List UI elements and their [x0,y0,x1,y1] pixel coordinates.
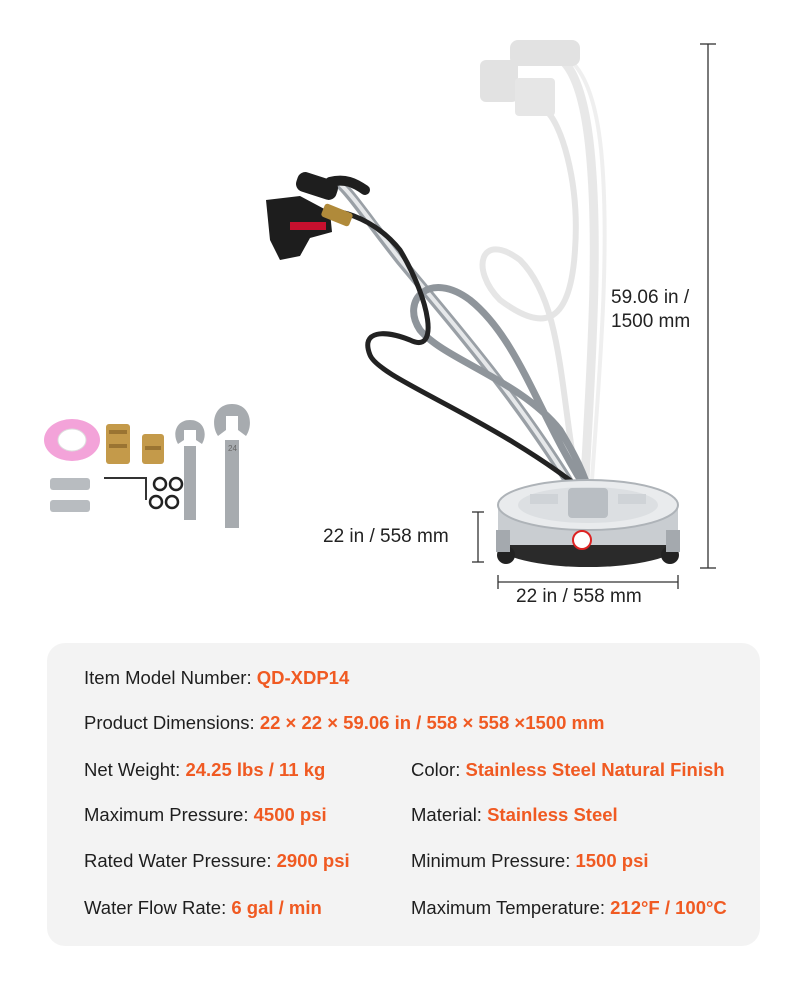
wrench-large-icon [214,404,250,528]
allen-key-icon [104,478,146,500]
cleaner-base-image [496,480,680,567]
wrench-icon [175,420,204,520]
depth-dimension-line [472,512,484,562]
spec-min-pressure: Minimum Pressure: 1500 psi [411,850,649,871]
main-wand-image [266,170,595,500]
depth-dimension-label: 22 in / 558 mm [323,526,449,547]
height-dimension-line [700,44,716,568]
width-dimension-label: 22 in / 558 mm [516,586,642,607]
wrench-mark: 24 [228,444,237,453]
spec-material: Material: Stainless Steel [411,804,618,825]
spec-weight: Net Weight: 24.25 lbs / 11 kg [84,759,326,780]
quick-connector-icon [50,478,90,490]
spec-flow-rate: Water Flow Rate: 6 gal / min [84,897,322,918]
accessory-kit-image [44,404,250,528]
o-ring-icon [154,478,166,490]
spec-color: Color: Stainless Steel Natural Finish [411,759,725,780]
spec-rated-pressure: Rated Water Pressure: 2900 psi [84,850,350,871]
spec-max-pressure: Maximum Pressure: 4500 psi [84,804,327,825]
spec-max-temperature: Maximum Temperature: 212°F / 100°C [411,897,727,918]
spec-model: Item Model Number: QD-XDP14 [84,667,350,688]
spec-dimensions: Product Dimensions: 22 × 22 × 59.06 in / 558 × 558 ×1500 mm [84,712,605,733]
specifications-panel [47,643,760,946]
height-dimension-label: 59.06 in / 1500 mm [611,287,691,332]
